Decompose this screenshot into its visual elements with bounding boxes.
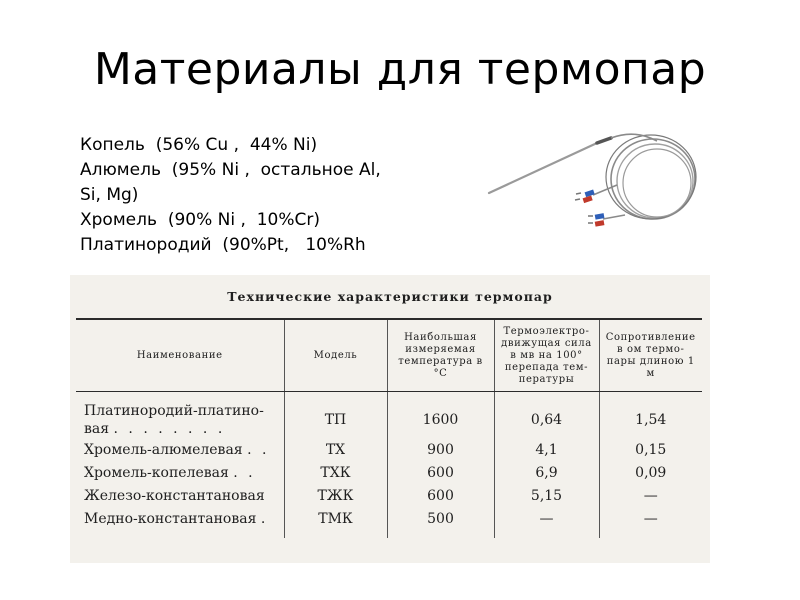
cell-model: ТМК — [284, 507, 387, 538]
cell-model: ТП — [284, 392, 387, 439]
header-emf: Термоэлектро- движущая сила в мв на 100° перепада тем- пературы — [494, 319, 599, 392]
cell-name — [76, 461, 284, 484]
header-model: Модель — [284, 319, 387, 392]
table-row — [76, 438, 702, 461]
cell-resistance: 1,54 — [599, 392, 702, 439]
header-resistance: Сопротивление в ом термо- пары длиною 1 м — [599, 319, 702, 392]
materials-list — [80, 133, 460, 258]
table-row — [76, 461, 702, 484]
cell-name-line2: вая — [84, 421, 110, 437]
cell-emf: 5,15 — [494, 484, 599, 507]
thermocouple-icon — [485, 107, 705, 272]
spec-table-scan — [70, 275, 710, 563]
slide-title: Материалы для термопар — [93, 44, 707, 95]
cell-resistance: — — [599, 484, 702, 507]
cell-emf: 4,1 — [494, 438, 599, 461]
cell-resistance: 0,15 — [599, 438, 702, 461]
cell-temp: 900 — [387, 438, 494, 461]
cell-resistance: — — [599, 507, 702, 538]
spec-table — [76, 318, 702, 538]
cell-resistance: 0,09 — [599, 461, 702, 484]
dot-leader: . — [260, 510, 269, 527]
cell-name-text: Хромель-алюмелевая — [84, 441, 243, 458]
table-caption: Технические характеристики термопар — [227, 289, 553, 304]
cell-name — [76, 392, 284, 439]
cell-model: ТЖК — [284, 484, 387, 507]
table-row — [76, 507, 702, 538]
dot-leader: . . — [247, 441, 270, 458]
material-line: Платинородий (90%Pt, 10%Rh — [80, 235, 366, 255]
cell-name-text: Железо-константановая — [84, 487, 265, 504]
material-line: Алюмель (95% Ni , остальное Al, — [80, 160, 381, 180]
table-header-row — [76, 319, 702, 392]
cell-temp: 500 — [387, 507, 494, 538]
cell-temp: 1600 — [387, 392, 494, 439]
table-row — [76, 484, 702, 507]
material-line: Копель (56% Cu , 44% Ni) — [80, 135, 318, 155]
cell-name — [76, 438, 284, 461]
cell-name — [76, 507, 284, 538]
cell-model: ТХ — [284, 438, 387, 461]
header-max-temp: Наибольшая измеряемая температура в °С — [387, 319, 494, 392]
thermocouple-photo — [485, 107, 705, 272]
cell-emf: 6,9 — [494, 461, 599, 484]
dot-leader: . . . . . . . . — [113, 421, 226, 437]
material-line: Si, Mg) — [80, 185, 139, 205]
table-row — [76, 392, 702, 439]
cell-temp: 600 — [387, 484, 494, 507]
cell-model: ТХК — [284, 461, 387, 484]
header-name: Наименование — [76, 319, 284, 392]
dot-leader: . . — [233, 464, 256, 481]
cell-temp: 600 — [387, 461, 494, 484]
cell-name-line1: Платинородий-платино- — [84, 403, 264, 419]
cell-emf: 0,64 — [494, 392, 599, 439]
material-line: Хромель (90% Ni , 10%Cr) — [80, 210, 320, 230]
cell-name-text: Хромель-копелевая — [84, 464, 229, 481]
cell-emf: — — [494, 507, 599, 538]
cell-name — [76, 484, 284, 507]
cell-name-text: Медно-константановая — [84, 510, 257, 527]
